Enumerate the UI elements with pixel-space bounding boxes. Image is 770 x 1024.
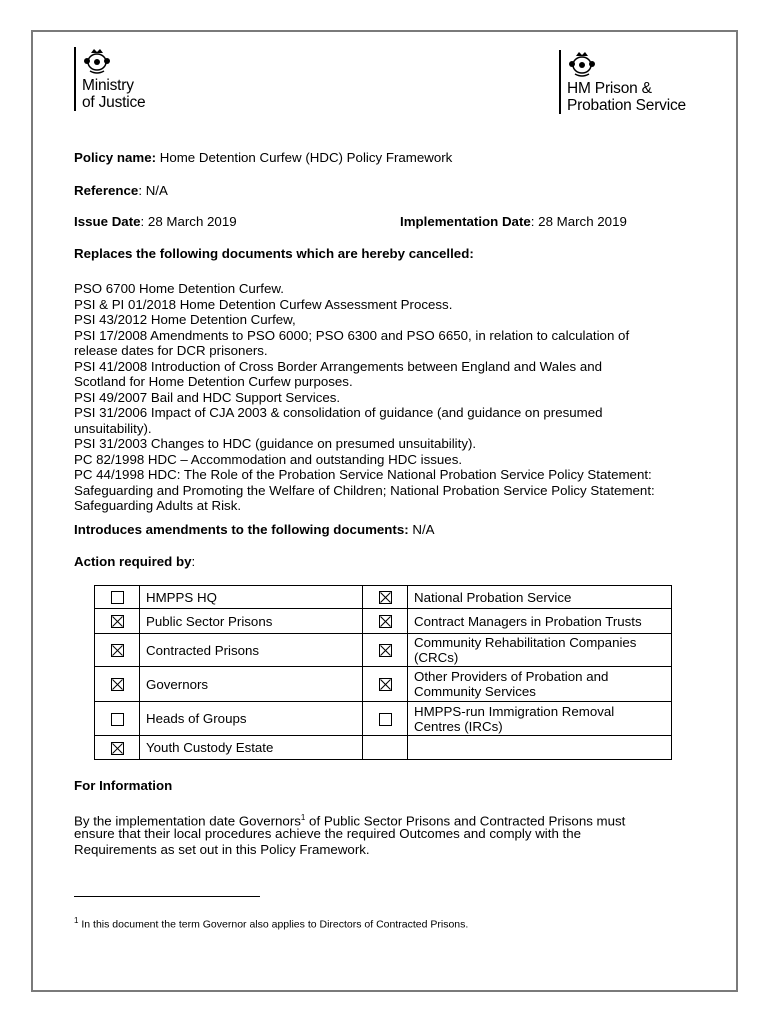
action-table bbox=[94, 585, 672, 760]
checkbox-cell bbox=[95, 586, 140, 609]
replaced-doc-line: PSI & PI 01/2018 Home Detention Curfew Assessment Process. bbox=[74, 296, 453, 312]
royal-crest-icon bbox=[567, 50, 597, 78]
action-recipient-label: Youth Custody Estate bbox=[140, 736, 363, 760]
policy-name: Policy name: Home Detention Curfew (HDC) Policy Framework bbox=[74, 150, 453, 165]
info-paragraph-line: ensure that their local procedures achieve the required Outcomes and comply with the bbox=[74, 826, 582, 841]
action-recipient-label: HMPPS HQ bbox=[140, 586, 363, 609]
replaced-documents-list bbox=[74, 281, 714, 514]
replaced-doc-line: Scotland for Home Detention Curfew purposes. bbox=[74, 374, 353, 389]
action-recipient-label: Other Providers of Probation and Community Services bbox=[408, 667, 672, 702]
implementation-date: Implementation Date: 28 March 2019 bbox=[400, 214, 627, 229]
checkbox-cell bbox=[363, 634, 408, 667]
action-table-row bbox=[95, 667, 672, 702]
checked-box-icon[interactable] bbox=[379, 678, 392, 691]
replaced-doc-line: PC 44/1998 HDC: The Role of the Probation Service National Probation Service Policy Statement: bbox=[74, 467, 652, 482]
replaced-doc-line: PSI 49/2007 Bail and HDC Support Services. bbox=[74, 389, 341, 405]
unchecked-box-icon[interactable] bbox=[111, 713, 124, 726]
replaced-doc-line: PSI 17/2008 Amendments to PSO 6000; PSO 6300 and PSO 6650, in relation to calculation of bbox=[74, 327, 630, 343]
replaced-doc-line: PSI 31/2006 Impact of CJA 2003 & consolidation of guidance (and guidance on presumed bbox=[74, 405, 603, 420]
replaced-doc-line: PSI 43/2012 Home Detention Curfew, bbox=[74, 312, 296, 327]
royal-crest-icon bbox=[82, 47, 112, 75]
action-table-row bbox=[95, 736, 672, 760]
checkbox-cell bbox=[95, 634, 140, 667]
replaced-doc-line: PSI 31/2003 Changes to HDC (guidance on presumed unsuitability). bbox=[74, 436, 477, 451]
checked-box-icon[interactable] bbox=[111, 742, 124, 755]
action-required-by: Action required by: bbox=[74, 554, 196, 569]
checked-box-icon[interactable] bbox=[379, 615, 392, 628]
checked-box-icon[interactable] bbox=[379, 591, 392, 604]
action-recipient-label bbox=[408, 736, 672, 760]
action-table-row bbox=[95, 609, 672, 634]
replaces-heading: Replaces the following documents which are hereby cancelled: bbox=[74, 246, 474, 261]
action-table-row bbox=[95, 634, 672, 667]
action-recipient-label: HMPPS-run Immigration Removal Centres (IRCs) bbox=[408, 702, 672, 736]
replaced-doc-line: unsuitability). bbox=[74, 420, 152, 436]
action-table-row bbox=[95, 702, 672, 736]
replaced-doc-line: release dates for DCR prisoners. bbox=[74, 343, 268, 358]
action-recipient-label: Contracted Prisons bbox=[140, 634, 363, 667]
info-paragraph-line: By the implementation date Governors$^1$ of Public Sector Prisons and Contracted Prisons must bbox=[74, 813, 626, 829]
checked-box-icon[interactable] bbox=[379, 644, 392, 657]
issue-date: Issue Date: 28 March 2019 bbox=[74, 214, 237, 229]
reference: Reference: N/A bbox=[74, 183, 168, 198]
checkbox-cell bbox=[95, 609, 140, 634]
info-paragraph-line: Requirements as set out in this Policy Framework. bbox=[74, 842, 370, 857]
checkbox-cell bbox=[363, 667, 408, 702]
checkbox-cell bbox=[363, 609, 408, 634]
checkbox-cell bbox=[363, 586, 408, 609]
replaced-doc-line: PSI 41/2008 Introduction of Cross Border Arrangements between England and Wales and bbox=[74, 358, 603, 374]
unchecked-box-icon[interactable] bbox=[379, 713, 392, 726]
document-page bbox=[31, 30, 738, 992]
footnote: $^1$ In this document the term Governor also applies to Directors of Contracted Prisons. bbox=[74, 916, 469, 931]
action-recipient-label: Public Sector Prisons bbox=[140, 609, 363, 634]
action-recipient-label: Heads of Groups bbox=[140, 702, 363, 736]
checked-box-icon[interactable] bbox=[111, 644, 124, 657]
checkbox-cell bbox=[95, 667, 140, 702]
action-recipient-label: Governors bbox=[140, 667, 363, 702]
action-table-row bbox=[95, 586, 672, 609]
replaced-doc-line: PC 82/1998 HDC – Accommodation and outstanding HDC issues. bbox=[74, 451, 463, 467]
moj-logo-text: Ministry of Justice bbox=[82, 77, 146, 111]
checked-box-icon[interactable] bbox=[111, 615, 124, 628]
checkbox-cell bbox=[363, 736, 408, 760]
checkbox-cell bbox=[363, 702, 408, 736]
replaced-doc-line: Safeguarding and Promoting the Welfare of Children; National Probation Service Policy Statement: bbox=[74, 482, 655, 498]
footnote-divider bbox=[74, 896, 260, 897]
replaced-doc-line: Safeguarding Adults at Risk. bbox=[74, 498, 242, 513]
replaced-doc-line: PSO 6700 Home Detention Curfew. bbox=[74, 281, 284, 296]
hmpps-logo-text: HM Prison & Probation Service bbox=[567, 80, 686, 114]
checkbox-cell bbox=[95, 736, 140, 760]
action-recipient-label: Community Rehabilitation Companies (CRCs) bbox=[408, 634, 672, 667]
action-recipient-label: Contract Managers in Probation Trusts bbox=[408, 609, 672, 634]
checked-box-icon[interactable] bbox=[111, 678, 124, 691]
unchecked-box-icon[interactable] bbox=[111, 591, 124, 604]
amendments: Introduces amendments to the following documents: N/A bbox=[74, 522, 435, 537]
checkbox-cell bbox=[95, 702, 140, 736]
action-recipient-label: National Probation Service bbox=[408, 586, 672, 609]
for-information-heading: For Information bbox=[74, 778, 173, 793]
